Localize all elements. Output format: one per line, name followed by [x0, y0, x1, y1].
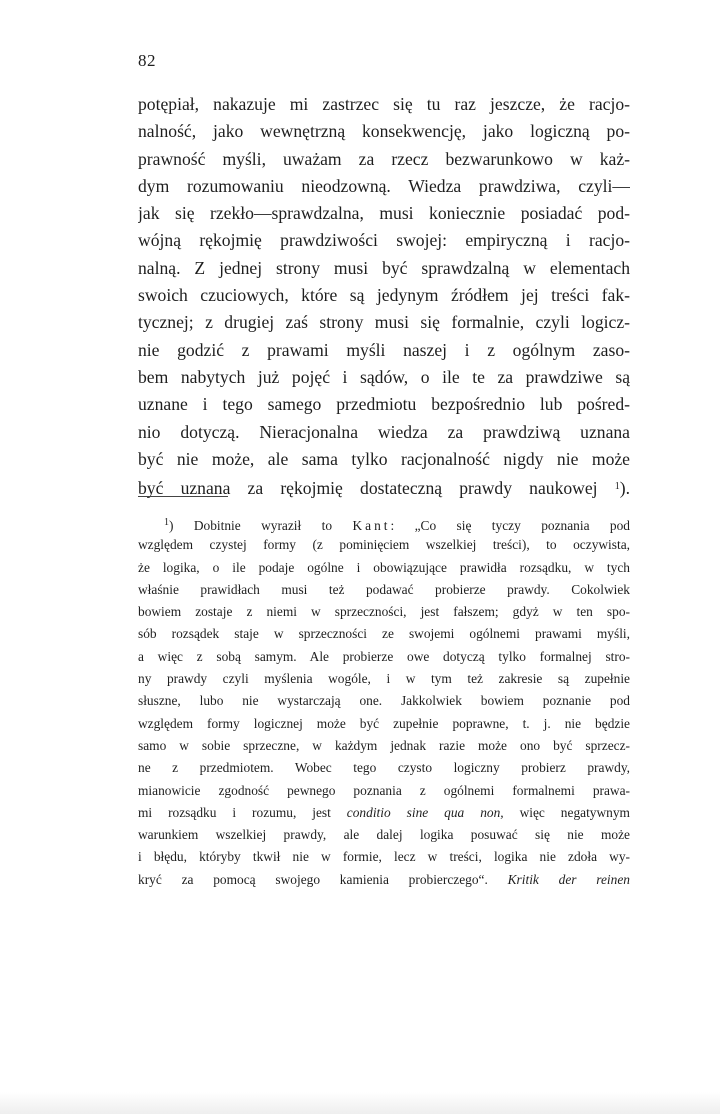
footnote-latin-phrase: conditio sine qua non,: [346, 804, 504, 820]
footnote-line: słuszne, lubo nie wystarczają one. Jakkolwiek bowiem poznanie pod: [138, 693, 630, 709]
text-line: wójną rękojmię prawdziwości swojej: empiryczną i racjo-: [138, 230, 630, 251]
footnote-line: ne z przedmiotem. Wobec tego czysto logiczny probierz prawdy,: [138, 760, 630, 776]
footnote-author: Kant: [352, 518, 391, 533]
last-line-end: ).: [619, 478, 630, 499]
text-line: potępiał, nakazuje mi zastrzec się tu raz jeszcze, że racjo-: [138, 94, 630, 114]
footnote-line: [138, 869, 630, 891]
text-line: nalność, jako wewnętrzną konsekwencję, jako logiczną po-: [138, 121, 630, 142]
text-line: tycznej; z drugiej zaś strony musi się formalnie, czyli logicz-: [138, 312, 630, 333]
footnote-line: względem czystej formy (z pominięciem wszelkiej treści), to oczywista,: [138, 537, 630, 553]
main-text: [138, 91, 630, 500]
footnote-line: sób rozsądek staje w sprzeczności ze swojemi ogólnemi prawami myśli,: [138, 626, 630, 642]
text-line: być nie może, ale sama tylko racjonalność nigdy nie może: [138, 448, 630, 469]
scan-edge: [0, 1092, 720, 1114]
footnote-reference[interactable]: 1: [614, 481, 620, 493]
text-line: jak się rzekło—sprawdzalna, musi koniecznie posiadać pod-: [138, 203, 630, 224]
footnote-line: ny prawdy czyli myślenia wogóle, i w tym też zakresie są zupełnie: [138, 671, 630, 687]
footnote: [138, 512, 630, 891]
page-number: 82: [138, 51, 156, 70]
footnote-book-title: Kritik der reinen: [507, 871, 630, 887]
footnote-text: kryć za pomocą swojego kamienia probierczego“.: [138, 871, 508, 887]
footnote-line: [138, 512, 630, 534]
text-line: bem nabytych już pojęć i sądów, o ile te za prawdziwe są: [138, 366, 630, 387]
footnote-line: względem formy logicznej może być zupełnie poprawne, t. j. nie będzie: [138, 715, 630, 731]
footnote-text: mi rozsądku i rozumu, jest: [138, 804, 347, 820]
footnote-line: samo w sobie sprzeczne, w każdym jednak razie może ono być sprzecz-: [138, 737, 630, 753]
footnote-text: ) Dobitnie wyraził to: [169, 518, 353, 533]
footnote-line: bowiem zostaje z niemi w sprzeczności, jest fałszem; gdyż w ten spo-: [138, 604, 630, 620]
footnote-marker: 1: [164, 517, 169, 528]
text-line: nio dotyczą. Nieracjonalna wiedza za prawdziwą uznana: [138, 421, 630, 442]
footnote-line: mianowicie zgodność pewnego poznania z ogólnemi formalnemi prawa-: [138, 782, 630, 798]
footnote-line: a więc z sobą samym. Ale probierze owe dotyczą tylko formalnej stro-: [138, 648, 630, 664]
footnote-line: że logika, o ile podaje ogólne i obowiązujące prawidła rozsądku, w tych: [138, 559, 630, 575]
text-line: nie godzić z prawami myśli naszej i z ogólnym zaso-: [138, 339, 630, 360]
footnote-text: : „Co się tyczy poznania pod: [390, 518, 630, 533]
footnote-line: warunkiem wszelkiej prawdy, ale dalej logika posuwać się nie może: [138, 827, 630, 843]
footnote-text: więc negatywnym: [503, 804, 630, 820]
text-line: uznane i tego samego przedmiotu bezpośrednio lub pośred-: [138, 394, 630, 415]
text-line: nalną. Z jednej strony musi być sprawdzalną w elementach: [138, 257, 630, 278]
footnote-line: i błędu, któryby tkwił nie w formie, lecz w treści, logika nie zdoła wy-: [138, 849, 630, 865]
text-line: swoich czuciowych, które są jedynym źródłem jej treści fak-: [138, 285, 630, 306]
text-line: dym rozumowaniu nieodzowną. Wiedza prawdziwa, czyli—: [138, 175, 630, 196]
text-line: prawność myśli, uważam za rzecz bezwarunkowo w każ-: [138, 148, 630, 169]
footnote-separator: [138, 496, 228, 497]
footnote-line: [138, 802, 630, 824]
footnote-line: właśnie prawidłach musi też podawać probierze prawdy. Cokolwiek: [138, 581, 630, 597]
last-line-text: być uznana za rękojmię dostateczną prawdy naukowej: [138, 478, 598, 499]
